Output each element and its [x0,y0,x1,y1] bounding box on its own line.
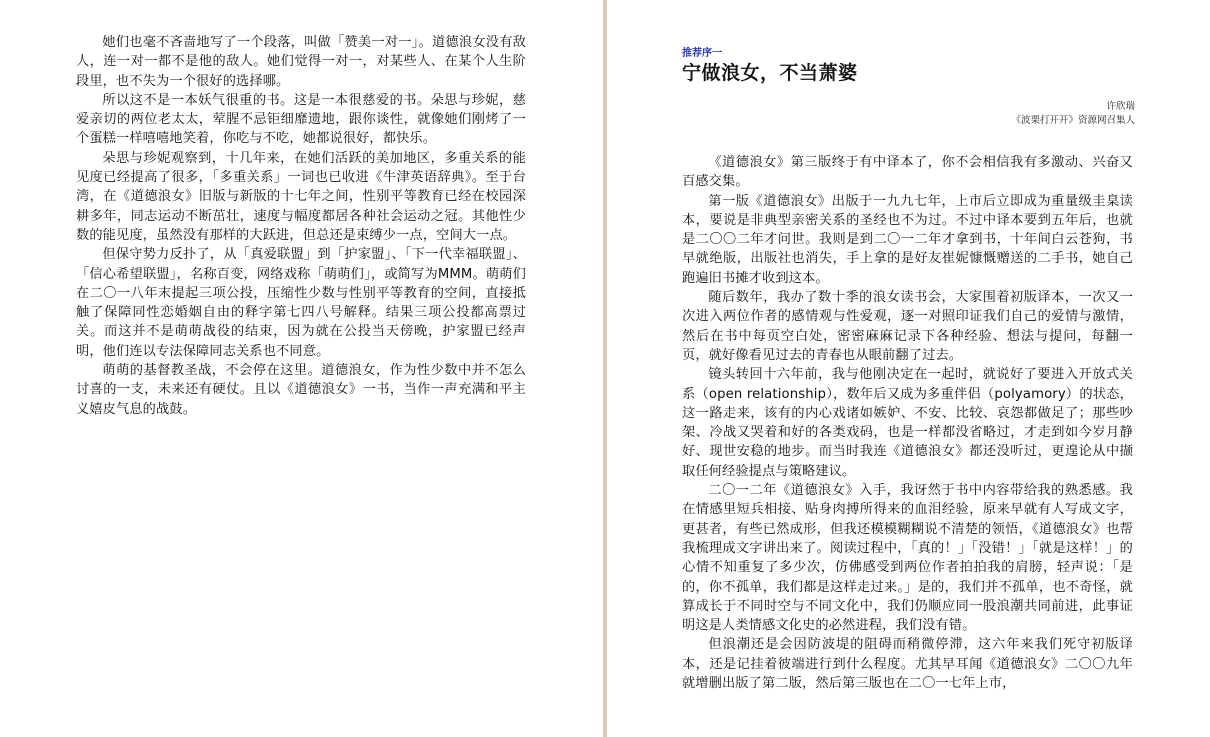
right-body-text [682,153,1133,693]
section-label: 推荐序一 [682,48,722,59]
chapter-title: 宁做浪女，不当萧婆 [682,62,858,84]
left-paragraph-1: 她们也毫不吝啬地写了一个段落，叫做「赞美一对一」。道德浪女没有敌人，连一对一都不是他的敌人。她们觉得一对一，对某些人、在某个人生阶段里，也不失为一个很好的选择哪。 [76,35,526,89]
left-page [0,0,603,737]
author-affiliation: 《波栗打开开》资源网召集人 [1011,115,1135,126]
right-paragraph-6: 但浪潮还是会因防波堤的阻碍而稍微停滞，这六年来我们死守初版译本，还是记挂着彼端进行到什么程度。尤其早耳闻《道德浪女》二〇〇九年就增删出版了第二版，然后第三版也在二〇一七年上市， [682,637,1133,692]
left-paragraph-5: 萌萌的基督教圣战，不会停在这里。道德浪女，作为性少数中并不怎么讨喜的一支，未来还有硬仗。且以《道德浪女》一书，当作一声充满和平主义嬉皮气息的战鼓。 [76,363,526,417]
author-name: 许欣瑞 [1106,101,1135,112]
left-paragraph-4: 但保守势力反扑了，从「真爱联盟」到「护家盟」、「下一代幸福联盟」、「信心希望联盟」，名称百变，网络戏称「萌萌们」，或简写为MMM。萌萌们在二〇一八年末提起三项公投，压缩性少数与性别平等教育的空间，直接抵触了保障同性恋婚姻自由的释字第七四八号解释。结果三项公投都高票过关。而这并不是萌萌战役的结束，因为就在公投当天傍晚，护家盟已经声明，他们连以专法保障同志关系也不同意。 [76,247,526,359]
right-paragraph-5: 二〇一二年《道德浪女》入手，我讶然于书中内容带给我的熟悉感。我在情感里短兵相接、贴身肉搏所得来的血泪经验，原来早就有人写成文字，更甚者，有些已然成形，但我还模模糊糊说不清楚的领悟，《道德浪女》也帮我梳理成文字讲出来了。阅读过程中，「真的！」「没错！」「就是这样！」的心情不知重复了多少次，仿佛感受到两位作者拍拍我的肩膀，轻声说：「是的，你不孤单，我们都是这样走过来。」是的，我们并不孤单，也不奇怪，就算成长于不同时空与不同文化中，我们仍顺应同一股浪潮共同前进，此事证明这是人类情感文化史的必然进程，我们没有错。 [682,483,1133,634]
right-paragraph-2: 第一版《道德浪女》出版于一九九七年，上市后立即成为重量级圭臬读本，要说是非典型亲密关系的圣经也不为过。不过中译本要到五年后，也就是二〇〇二年才问世。我则是到二〇一二年才拿到书，十年间白云苍狗，书早就绝版，出版社也消失，手上拿的是好友崔妮慷慨赠送的二手书，她自己跑遍旧书摊才收到这本。 [682,193,1133,286]
right-paragraph-1: 《道德浪女》第三版终于有中译本了，你不会相信我有多激动、兴奋又百感交集。 [682,155,1133,190]
right-paragraph-3: 随后数年，我办了数十季的浪女读书会，大家围着初版译本，一次又一次进入两位作者的感情观与性爱观，逐一对照印证我们自己的爱情与激情，然后在书中每页空白处，密密麻麻记录下各种经验、想法与提问，每翻一页，就好像看见过去的青春也从眼前翻了过去。 [682,290,1133,363]
right-paragraph-4: 镜头转回十六年前，我与他刚决定在一起时，就说好了要进入开放式关系（open relationship），数年后又成为多重伴侣（polyamory）的状态，这一路走来，该有的内心戏诸如嫉妒、不安、比较、哀怨都做足了；那些吵架、冷战又哭着和好的各类戏码，也是一样都没省略过，才走到如今岁月静好、现世安稳的地步。而当时我连《道德浪女》都还没听过，更遑论从中撷取任何经验提点与策略建议。 [682,367,1133,479]
left-body-text [76,33,526,419]
left-paragraph-3: 朵思与珍妮观察到，十几年来，在她们活跃的美加地区，多重关系的能见度已经提高了很多，「多重关系」一词也已收进《牛津英语辞典》。至于台湾，在《道德浪女》旧版与新版的十七年之间，性别平等教育已经在校园深耕多年，同志运动不断茁壮，速度与幅度都居各种社会运动之冠。其他性少数的能见度，虽然没有那样的大跃进，但总还是束缚少一点，空间大一点。 [76,150,526,243]
right-page [607,0,1210,737]
left-paragraph-2: 所以这不是一本妖气很重的书。这是一本很慈爱的书。朵思与珍妮，慈爱亲切的两位老太太，荤腥不忌钜细靡遗地，跟你谈性，就像她们刚烤了一个蛋糕一样嘻嘻地笑着，你吃与不吃，她都说很好，都快乐。 [76,92,526,147]
